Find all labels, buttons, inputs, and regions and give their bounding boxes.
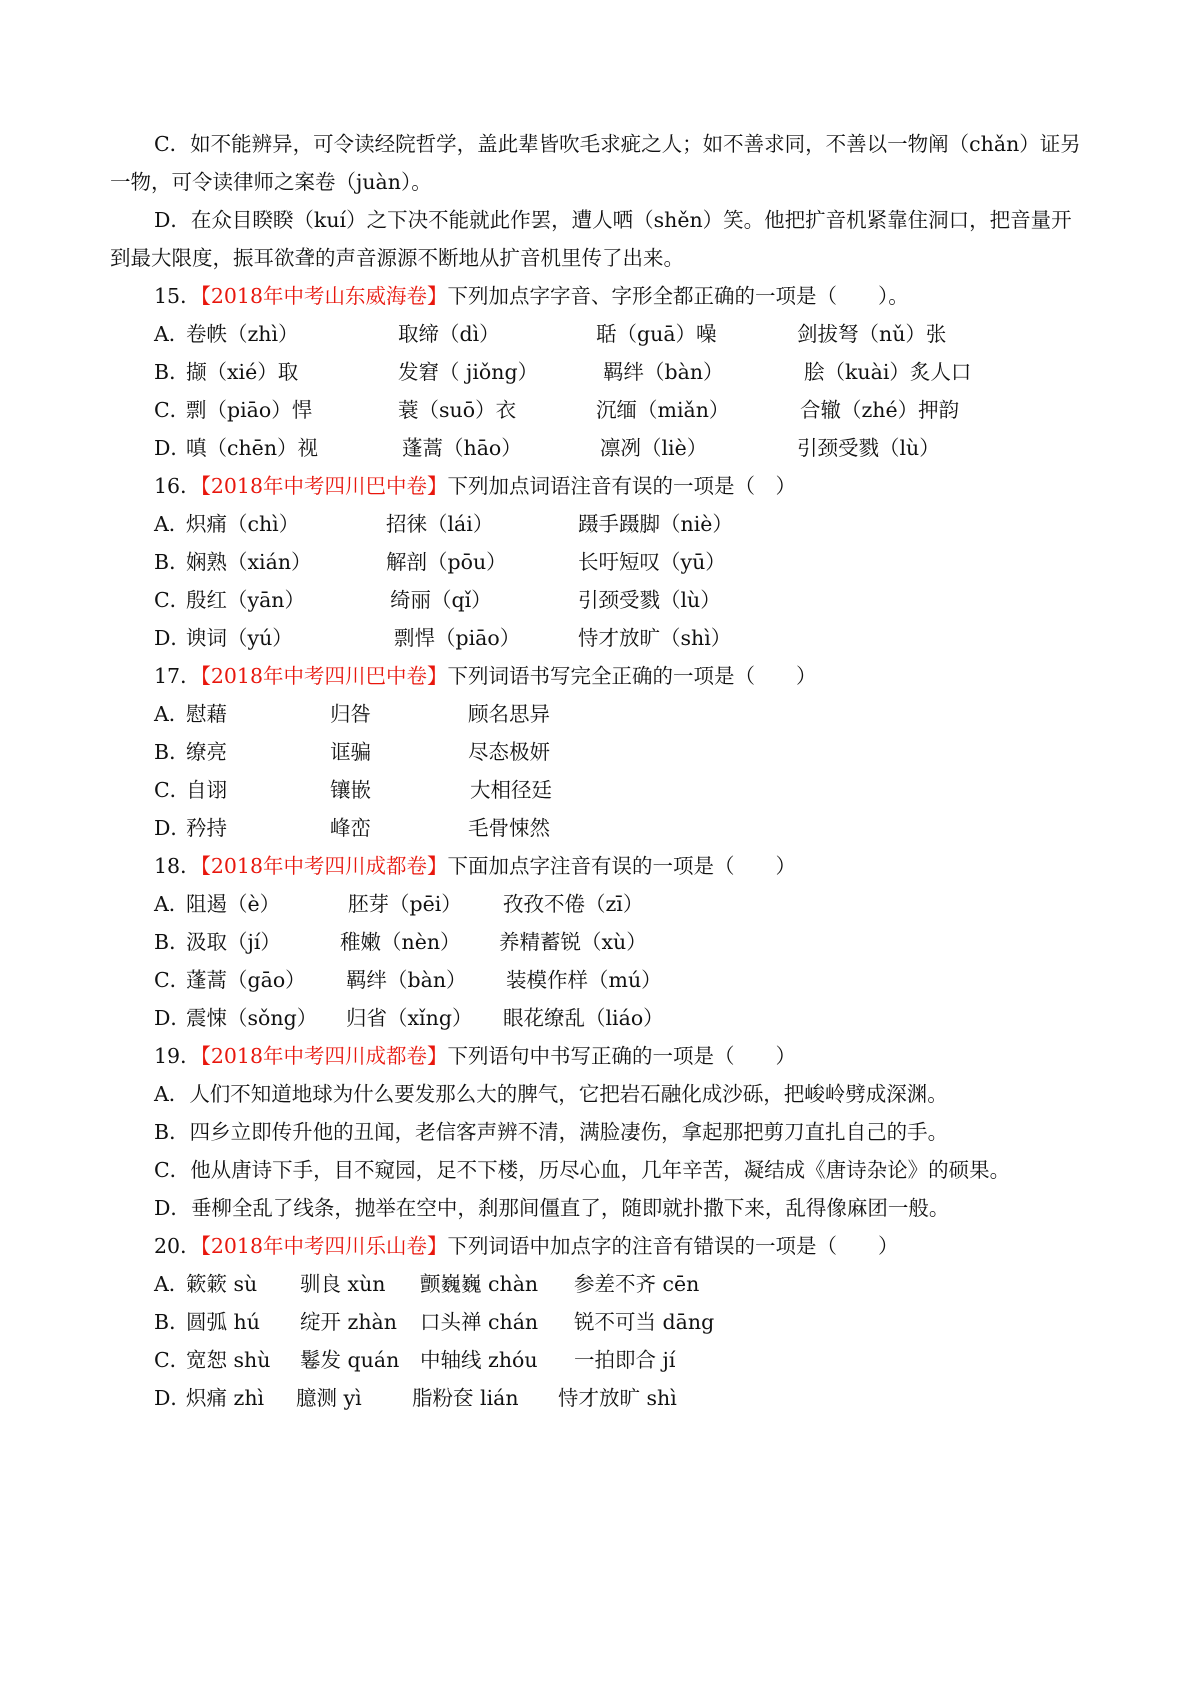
option-item: 合辙（zhé）押韵 [800,398,960,422]
option-item: 羁绊（bàn） [603,360,724,384]
option-label: A． [154,892,190,916]
q19-option-b [0,1119,1200,1145]
option-item: 自诩 [186,778,227,802]
option-item: 诓骗 [330,740,371,764]
question-source: 【2018年中考四川乐山卷】 [200,1234,448,1258]
question-number: 18． [154,854,201,878]
option-item: 剑拔弩（nǔ）张 [797,322,947,346]
option-label: D． [154,1386,191,1410]
option-item: 圆弧 hú [186,1310,260,1334]
option-item: 脍（kuài）炙人口 [804,360,972,384]
option-label: D． [154,436,191,460]
option-item: 嗔（chēn）视 [186,436,319,460]
question-stem: 下列语句中书写正确的一项是（ ） [447,1044,797,1068]
option-label: B． [154,740,190,764]
option-item: 臆测 yì [296,1386,362,1410]
question-source: 【2018年中考四川巴中卷】 [200,474,448,498]
carryover-c-line1: C．如不能辨异，可令读经院哲学，盖此辈皆吹毛求疵之人；如不善求同，不善以一物阐（chǎn）证另 [154,132,1081,156]
option-label: C． [154,968,191,992]
option-item: 归咎 [330,702,371,726]
option-label: D． [154,626,191,650]
question-20-header [0,1233,1200,1259]
q19-option-c [0,1157,1200,1183]
option-item: 稚嫩（nèn） [340,930,461,954]
option-item: 长吁短叹（yū） [578,550,726,574]
option-item: 毛骨悚然 [468,816,550,840]
question-source: 【2018年中考四川巴中卷】 [200,664,448,688]
option-item: 宽恕 shù [186,1348,271,1372]
option-item: 谀词（yú） [186,626,293,650]
option-item: 恃才放旷（shì） [578,626,732,650]
carryover-c-line2: 一物，可令读律师之案卷（juàn）。 [110,170,432,194]
option-label: C． [154,1158,191,1182]
option-item: 羁绊（bàn） [346,968,467,992]
option-text: 垂柳全乱了线条，抛举在空中，刹那间僵直了，随即就扑撒下来，乱得像麻团一般。 [190,1196,950,1220]
option-item: 汲取（jí） [186,930,281,954]
option-item: 参差不齐 cēn [574,1272,700,1296]
option-item: 脂粉奁 lián [412,1386,519,1410]
option-label: A． [154,512,190,536]
option-item: 眼花缭乱（liáo） [503,1006,664,1030]
option-label: B． [154,550,190,574]
option-item: 装模作样（mú） [506,968,662,992]
option-label: D． [154,1196,191,1220]
option-item: 簌簌 sù [186,1272,258,1296]
option-item: 养精蓄锐（xù） [499,930,647,954]
option-item: 招徕（lái） [386,512,494,536]
option-label: C． [154,778,191,802]
option-label: D． [154,1006,191,1030]
option-item: 娴熟（xián） [186,550,312,574]
question-stem: 下列词语书写完全正确的一项是（ ） [447,664,817,688]
option-label: C． [154,1348,191,1372]
question-stem: 下列加点字字音、字形全都正确的一项是（ ）。 [447,284,909,308]
option-item: 孜孜不倦（zī） [503,892,644,916]
question-stem: 下列词语中加点字的注音有错误的一项是（ ） [447,1234,899,1258]
option-item: 剽（piāo）悍 [186,398,313,422]
question-number: 20． [154,1234,201,1258]
option-item: 口头禅 chán [420,1310,539,1334]
option-text: 人们不知道地球为什么要发那么大的脾气，它把岩石融化成沙砾，把峻岭劈成深渊。 [189,1082,948,1106]
option-label: B． [154,930,190,954]
option-item: 镶嵌 [330,778,371,802]
option-item: 殷红（yān） [186,588,306,612]
option-item: 蓬蒿（hāo） [402,436,522,460]
option-item: 阻遏（è） [186,892,281,916]
question-source: 【2018年中考四川成都卷】 [200,854,448,878]
carryover-d-line2: 到最大限度，振耳欲聋的声音源源不断地从扩音机里传了出来。 [110,246,684,270]
option-item: 震悚（sǒng） [186,1006,318,1030]
option-item: 取缔（dì） [398,322,500,346]
option-item: 顾名思异 [468,702,550,726]
option-item: 凛冽（liè） [600,436,708,460]
option-text: 他从唐诗下手，目不窥园，足不下楼，历尽心血，几年辛苦，凝结成《唐诗杂论》的硕果。 [190,1158,1011,1182]
option-label: C． [154,588,191,612]
question-number: 19． [154,1044,201,1068]
q19-option-d [0,1195,1200,1221]
q19-option-a [0,1081,1200,1107]
option-item: 解剖（pōu） [386,550,507,574]
option-item: 颤巍巍 chàn [420,1272,539,1296]
option-label: D． [154,816,191,840]
option-item: 归省（xǐng） [346,1006,473,1030]
option-item: 鬈发 quán [300,1348,400,1372]
option-item: 发窘（ jiǒng） [398,360,539,384]
option-label: A． [154,322,190,346]
option-item: 蓑（suō）衣 [398,398,517,422]
question-source: 【2018年中考四川成都卷】 [200,1044,448,1068]
option-label: B． [154,1120,190,1144]
question-15-header [0,283,1200,309]
carryover-d-line1: D．在众目睽睽（kuí）之下决不能就此作罢，遭人哂（shěn）笑。他把扩音机紧靠住洞口，把音量开 [154,208,1072,232]
question-stem: 下面加点字注音有误的一项是（ ） [447,854,797,878]
option-item: 引颈受戮（lù） [797,436,940,460]
option-item: 一拍即合 jí [574,1348,676,1372]
question-number: 17． [154,664,201,688]
question-19-header [0,1043,1200,1069]
question-17-header [0,663,1200,689]
option-item: 缭亮 [186,740,227,764]
option-item: 锐不可当 dāng [574,1310,715,1334]
option-item: 绽开 zhàn [300,1310,397,1334]
option-item: 炽痛（chì） [186,512,300,536]
question-16-header [0,473,1200,499]
option-label: B． [154,360,190,384]
option-item: 蹑手蹑脚（niè） [578,512,733,536]
question-18-header [0,853,1200,879]
option-label: A． [154,1272,190,1296]
option-label: B． [154,1310,190,1334]
option-item: 尽态极妍 [468,740,550,764]
option-item: 驯良 xùn [300,1272,386,1296]
option-item: 炽痛 zhì [186,1386,265,1410]
option-item: 矜持 [186,816,227,840]
option-label: A． [154,1082,190,1106]
option-item: 峰峦 [330,816,371,840]
option-item: 引颈受戮（lù） [578,588,721,612]
option-item: 胚芽（pēi） [348,892,462,916]
option-item: 蓬蒿（gāo） [186,968,306,992]
question-number: 15． [154,284,201,308]
option-item: 慰藉 [186,702,227,726]
option-item: 中轴线 zhóu [420,1348,538,1372]
option-text: 四乡立即传升他的丑闻，老信客声辨不清，满脸凄伤，拿起那把剪刀直扎自己的手。 [189,1120,949,1144]
question-source: 【2018年中考山东威海卷】 [200,284,448,308]
question-stem: 下列加点词语注音有误的一项是（ ） [447,474,797,498]
option-label: C． [154,398,191,422]
option-label: A． [154,702,190,726]
option-item: 沉缅（miǎn） [596,398,730,422]
option-item: 撷（xié）取 [186,360,299,384]
option-item: 恃才放旷 shì [558,1386,677,1410]
option-item: 大相径廷 [470,778,552,802]
question-number: 16． [154,474,201,498]
option-item: 绮丽（qǐ） [390,588,492,612]
option-item: 卷帙（zhì） [186,322,299,346]
option-item: 聒（guā）噪 [596,322,717,346]
option-item: 剽悍（piāo） [394,626,521,650]
